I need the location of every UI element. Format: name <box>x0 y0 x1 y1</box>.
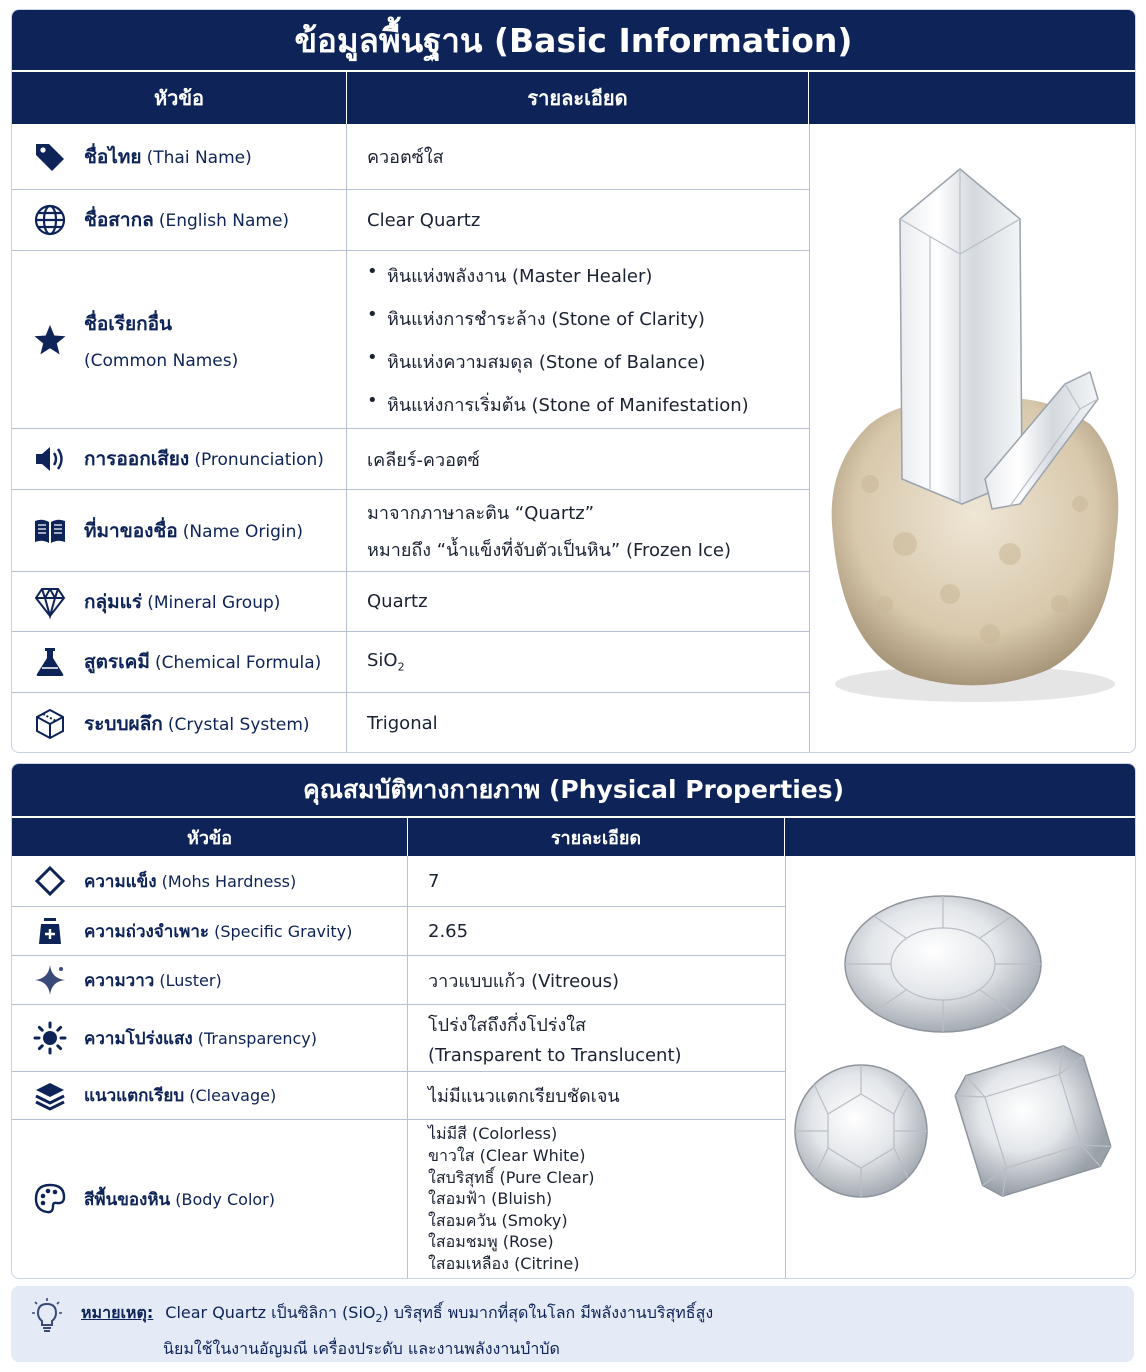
row-detail: 2.65 <box>428 920 469 942</box>
table-row <box>12 693 809 753</box>
list-item: ไม่มีสี (Colorless) <box>428 1124 558 1144</box>
name-origin-line-2: หมายถึง “น้ำแข็งที่จับตัวเป็นหิน” (Frozen Ice) <box>367 539 731 561</box>
row-detail: Trigonal <box>367 713 438 734</box>
row-label-en: (English Name) <box>158 211 290 231</box>
lightbulb-icon <box>31 1298 71 1362</box>
col-topic-header: หัวข้อ <box>12 72 347 124</box>
list-item: • หินแห่งการชำระล้าง (Stone of Clarity) <box>367 304 809 333</box>
transparency-line-1: โปร่งใสถึงกึ่งโปร่งใส <box>428 1015 587 1036</box>
image-col-header <box>809 72 1135 124</box>
table-row <box>12 1005 785 1072</box>
list-item: ใสบริสุทธิ์ (Pure Clear) <box>428 1167 595 1187</box>
physical-properties-title: คุณสมบัติทางกายภาพ (Physical Properties) <box>12 764 1135 816</box>
table-row <box>12 572 809 632</box>
common-names-list <box>367 255 809 425</box>
row-detail: Clear Quartz <box>367 209 481 231</box>
row-label-en: (Crystal System) <box>167 714 310 735</box>
gem-icon <box>32 584 68 620</box>
row-label-th: การออกเสียง <box>84 448 190 470</box>
row-label-en: (Name Origin) <box>182 521 304 542</box>
table-row <box>12 429 809 490</box>
row-label-th: ความโปร่งแสง <box>84 1028 193 1049</box>
row-label-en: (Chemical Formula) <box>154 653 322 673</box>
list-item: • หินแห่งพลังงาน (Master Healer) <box>367 261 809 290</box>
list-item: ใสอมฟ้า (Bluish) <box>428 1189 553 1209</box>
diamond-outline-icon <box>32 863 68 899</box>
tag-icon <box>32 139 68 175</box>
row-detail: 7 <box>428 870 440 892</box>
row-label-en: (Luster) <box>159 970 222 990</box>
row-label-th: ความแข็ง <box>84 871 157 892</box>
image-col-header <box>785 818 1135 856</box>
row-label-en: (Thai Name) <box>146 147 252 168</box>
row-label-en: (Mineral Group) <box>147 592 281 613</box>
quartz-crystal-image <box>809 124 1135 753</box>
list-item: ใสอมชมพู (Rose) <box>428 1232 554 1252</box>
row-label-th: ระบบผลึก <box>84 712 163 735</box>
row-label-en: (Transparency) <box>197 1028 317 1048</box>
col-detail-header: รายละเอียด <box>347 72 809 124</box>
row-label-en: (Specific Gravity) <box>214 921 353 941</box>
cut-gems-image <box>785 856 1135 1278</box>
col-detail-header: รายละเอียด <box>408 818 785 856</box>
note-key: หมายเหตุ: <box>81 1303 154 1322</box>
row-label-th: ชื่อเรียกอื่น <box>84 312 173 335</box>
list-item: • หินแห่งการเริ่มต้น (Stone of Manifestation) <box>367 390 809 419</box>
list-item: ขาวใส (Clear White) <box>428 1146 586 1166</box>
table-row <box>12 856 785 907</box>
note-line-2: นิยมใช้ในงานอัญมณี เครื่องประดับ และงานพลังงานบำบัด <box>163 1339 560 1359</box>
table-row <box>12 956 785 1005</box>
basic-info-section <box>11 9 1136 753</box>
table-row <box>12 124 809 190</box>
layers-icon <box>32 1078 68 1114</box>
row-label-en: (Cleavage) <box>189 1086 277 1105</box>
row-label-th: ความวาว <box>84 970 155 991</box>
cube-icon <box>32 706 68 742</box>
note-line-1: Clear Quartz เป็นซิลิกา (SiO$_2$) บริสุทธิ์ พบมากที่สุดในโลก มีพลังงานบริสุทธิ์สูง <box>165 1303 714 1326</box>
row-detail: ควอตซ์ใส <box>367 147 444 168</box>
row-label-th: แนวแตกเรียบ <box>84 1086 185 1106</box>
sun-icon <box>32 1020 68 1056</box>
row-detail: เคลียร์-ควอตซ์ <box>367 449 480 471</box>
flask-icon <box>32 644 68 680</box>
row-detail: วาวแบบแก้ว (Vitreous) <box>428 970 620 992</box>
globe-icon <box>32 202 68 238</box>
body-color-list <box>408 1120 785 1278</box>
note-box <box>11 1286 1134 1362</box>
sparkle-icon <box>32 962 68 998</box>
row-label-th: กลุ่มแร่ <box>84 590 143 613</box>
table-row <box>12 1120 785 1278</box>
transparency-line-2: (Transparent to Translucent) <box>428 1045 682 1066</box>
row-label-th: สูตรเคมี <box>84 651 150 673</box>
basic-info-title: ข้อมูลพื้นฐาน (Basic Information) <box>12 10 1135 70</box>
row-label-th: ความถ่วงจำเพาะ <box>84 921 210 942</box>
row-label-th: ชื่อสากล <box>84 209 154 231</box>
table-row <box>12 251 809 429</box>
row-label-en: (Body Color) <box>175 1189 275 1209</box>
table-row <box>12 907 785 956</box>
star-icon <box>32 322 68 358</box>
list-item: ใสอมเหลือง (Citrine) <box>428 1253 580 1273</box>
name-origin-line-1: มาจากภาษาละติน “Quartz” <box>367 502 595 524</box>
speaker-icon <box>32 441 68 477</box>
physical-properties-section <box>11 763 1136 1279</box>
row-label-en: (Common Names) <box>84 350 239 371</box>
row-label-en: (Pronunciation) <box>194 450 324 470</box>
col-topic-header: หัวข้อ <box>12 818 408 856</box>
table-row <box>12 1072 785 1120</box>
book-icon <box>32 513 68 549</box>
row-label-en: (Mohs Hardness) <box>161 871 297 891</box>
chemical-formula: SiO$_2$ <box>367 650 405 674</box>
table-row <box>12 190 809 251</box>
palette-icon <box>32 1181 68 1217</box>
list-item: • หินแห่งความสมดุล (Stone of Balance) <box>367 347 809 376</box>
row-label-th: ชื่อไทย <box>84 145 142 168</box>
list-item: ใสอมควัน (Smoky) <box>428 1210 568 1230</box>
row-detail: ไม่มีแนวแตกเรียบชัดเจน <box>428 1086 620 1107</box>
row-detail: Quartz <box>367 591 428 612</box>
row-label-th: ที่มาของชื่อ <box>84 519 178 542</box>
weight-icon <box>32 913 68 949</box>
table-row <box>12 490 809 572</box>
table-row <box>12 632 809 693</box>
row-label-th: สีพื้นของหิน <box>84 1189 171 1210</box>
